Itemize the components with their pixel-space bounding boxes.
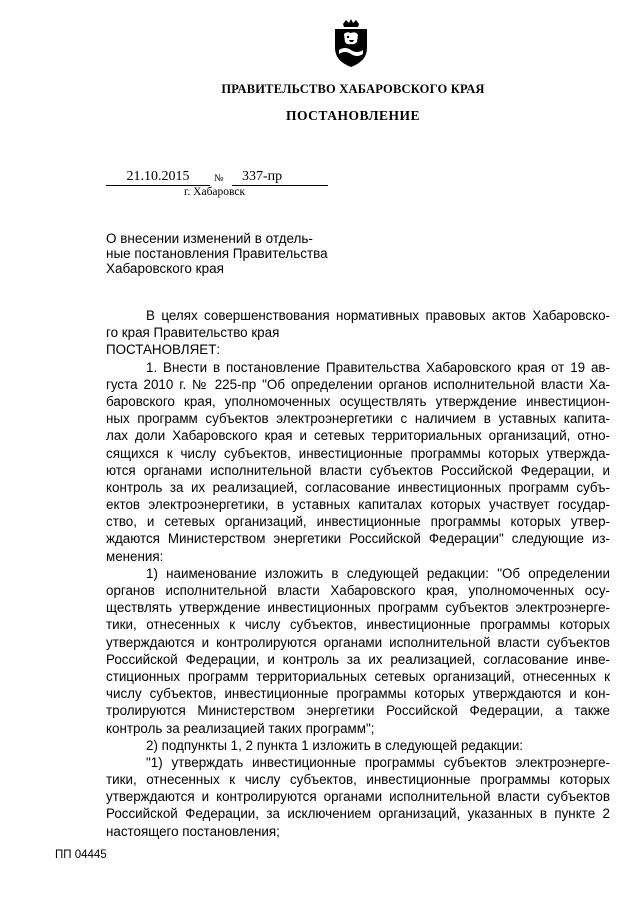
body-line: контроль за реализацией таких программ"; <box>106 720 375 736</box>
number-sign: № <box>214 173 224 184</box>
body-line: числу субъектов, инвестиционные программы которых утверждаются и кон- <box>106 686 610 702</box>
body-line: утверждаются и контролируются органами исполнительной власти субъектов <box>106 789 610 805</box>
body-line: стиционных программ территориальных сетевых организаций, отнесенных к <box>106 668 610 684</box>
body-line: 1. Внести в постановление Правительства Хабаровского края от 19 ав- <box>146 359 610 375</box>
body-line: густа 2010 г. № 225-пр "Об определении органов исполнительной власти Ха- <box>106 376 610 392</box>
body-line: ются органами исполнительной власти субъектов Российской Федерации, и <box>106 462 610 478</box>
government-name: ПРАВИТЕЛЬСТВО ХАБАРОВСКОГО КРАЯ <box>221 82 485 96</box>
body-line: органов исполнительной власти Хабаровского края, уполномоченных осу- <box>106 583 610 598</box>
body-line: контроль за их реализацией, согласование инвестиционных программ субъ- <box>106 479 610 495</box>
body-line: 2) подпункты 1, 2 пункта 1 изложить в следующей редакции: <box>146 737 524 753</box>
document-number: 337-пр <box>232 168 328 186</box>
document-code: ПП 04445 <box>55 849 107 861</box>
body-line: тики, отнесенных к числу субъектов, инвестиционные программы которых <box>106 617 610 633</box>
body-line: баровского края, уполномоченных осуществлять утверждение инвестицион- <box>106 393 610 409</box>
body-line: тролируются Министерством энергетики Российской Федерации, а также <box>106 703 610 719</box>
document-type: ПОСТАНОВЛЕНИЕ <box>285 108 421 123</box>
subject-line: Хабаровского края <box>106 261 224 276</box>
body-line: сящихся к числу субъектов, инвестиционные программы которых утвержда- <box>106 445 610 461</box>
document-subject <box>106 231 346 276</box>
body-line: ждаются Министерством энергетики Российской Федерации" следующие из- <box>106 531 610 547</box>
khabarovsk-coat-of-arms-icon <box>330 18 372 68</box>
body-line: ектов электроэнергетики, в уставных капиталах которых участвует государ- <box>106 497 610 513</box>
body-line: утверждаются и контролируются органами исполнительной власти субъектов <box>106 634 610 650</box>
document-body <box>106 307 610 840</box>
body-line: настоящего постановления; <box>106 823 280 839</box>
document-date: 21.10.2015 <box>106 168 210 186</box>
body-line: ство, и сетевых организаций, инвестиционные программы которых утвер- <box>106 514 610 530</box>
body-line: "1) утверждать инвестиционные программы субъектов электроэнерге- <box>146 754 610 770</box>
body-line: лах доли Хабаровского края и сетевых территориальных организаций, отно- <box>106 428 610 444</box>
body-line: ных программ субъектов электроэнергетики с наличием в уставных капита- <box>106 411 610 427</box>
body-line: Российской Федерации, и контроль за их реализацией, согласование инве- <box>106 651 610 667</box>
subject-line: О внесении изменений в отдель- <box>106 231 313 246</box>
subject-line: ные постановления Правительства <box>106 246 328 261</box>
body-line: го края Правительство края <box>106 325 280 341</box>
body-line: ществлять утверждение инвестиционных программ субъектов электроэнерге- <box>106 600 610 616</box>
body-line: менения: <box>106 548 164 564</box>
body-line: тики, отнесенных к числу субъектов, инвестиционные программы которых <box>106 772 610 788</box>
body-line: В целях совершенствования нормативных правовых актов Хабаровско- <box>146 308 610 323</box>
document-city: г. Хабаровск <box>184 186 246 198</box>
body-line: 1) наименование изложить в следующей редакции: "Об определении <box>146 565 610 581</box>
body-line: ПОСТАНОВЛЯЕТ: <box>106 342 221 358</box>
body-line: Российской Федерации, за исключением организаций, указанных в пункте 2 <box>106 806 610 822</box>
